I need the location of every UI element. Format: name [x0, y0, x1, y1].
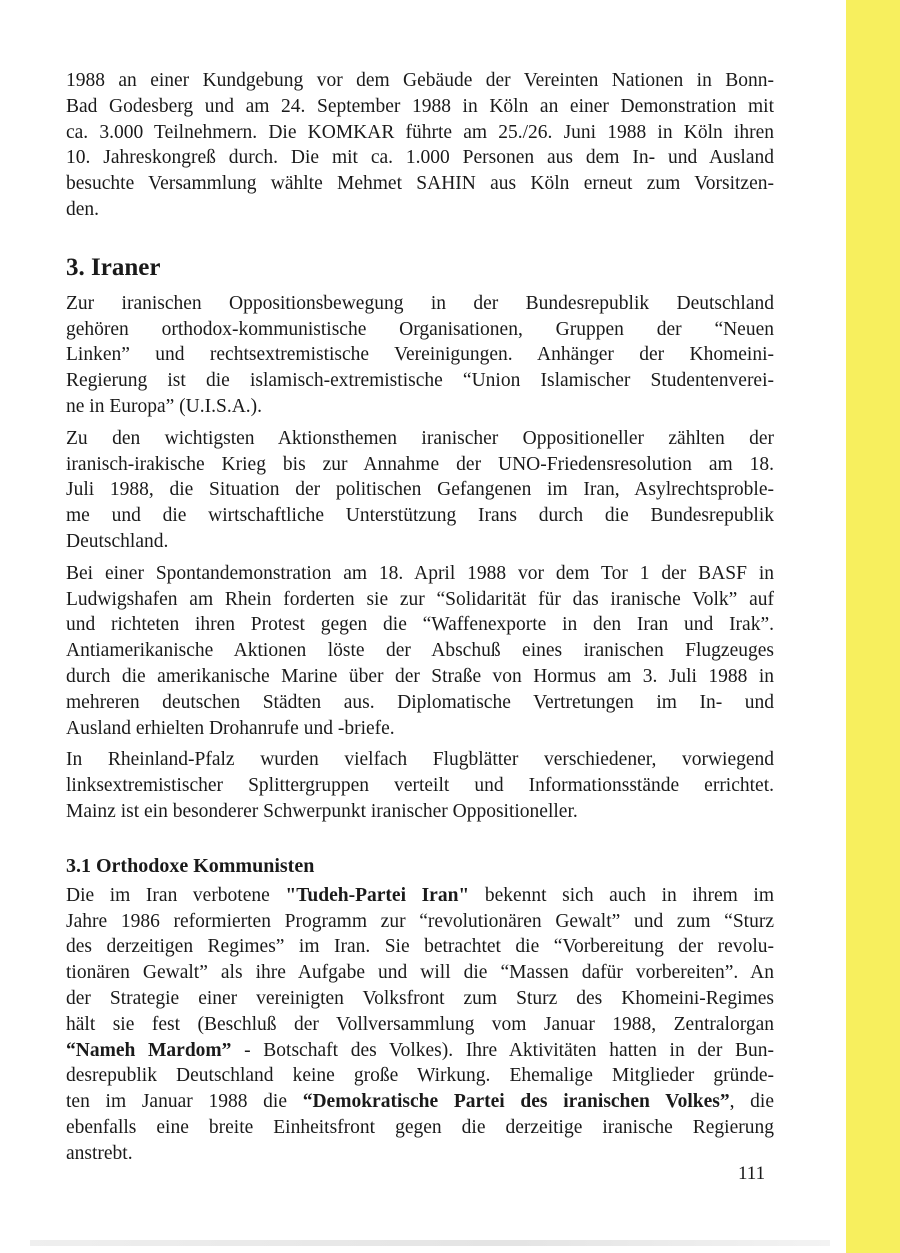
text-line: Linken” und rechtsextremistische Vereinigungen. Anhänger der Khomeini- [66, 344, 774, 366]
yellow-margin-bar [846, 0, 900, 1253]
text-line: desrepublik Deutschland keine große Wirkung. Ehemalige Mitglieder gründe- [66, 1065, 774, 1087]
intro-paragraph [66, 68, 774, 223]
page-number: 111 [738, 1163, 766, 1184]
text-line: der Strategie einer vereinigten Volksfront zum Sturz des Khomeini-Regimes [66, 987, 774, 1009]
text-line: und richteten ihren Protest gegen die “Waffenexporte in den Iran und Irak”. [66, 614, 774, 636]
text-line: Ludwigshafen am Rhein forderten sie zur “Solidarität für das iranische Volk” auf [66, 588, 774, 610]
subsection-paragraph [66, 883, 774, 1167]
text-line: Deutschland. [66, 530, 169, 552]
section-paragraph-4 [66, 747, 774, 824]
text-line: Zur iranischen Oppositionsbewegung in der Bundesrepublik Deutschland [66, 292, 774, 314]
intro-line: den. [66, 198, 100, 220]
text-line: hält sie fest (Beschluß der Vollversammlung vom Januar 1988, Zentralorgan [66, 1013, 774, 1035]
section-paragraph-3 [66, 561, 774, 742]
text-line: tionären Gewalt” als ihre Aufgabe und will die “Massen dafür vorbereiten”. An [66, 962, 774, 984]
text-line: ne in Europa” (U.I.S.A.). [66, 395, 263, 417]
intro-line: ca. 3.000 Teilnehmern. Die KOMKAR führte am 25./26. Juni 1988 in Köln ihren [66, 121, 774, 143]
text-fragment: bekennt sich auch in ihrem im [469, 884, 775, 906]
scan-shadow [30, 1240, 830, 1246]
party-name-tudeh: "Tudeh-Partei Iran" [285, 884, 470, 906]
text-line: Zu den wichtigsten Aktionsthemen iranischer Oppositioneller zählten der [66, 427, 774, 449]
text-line: Mainz ist ein besonderer Schwerpunkt iranischer Oppositioneller. [66, 800, 578, 822]
text-line [66, 1089, 774, 1115]
intro-line: Bad Godesberg und am 24. September 1988 in Köln an einer Demonstration mit [66, 95, 774, 117]
organ-name-nameh-mardom: “Nameh Mardom” [66, 1039, 232, 1061]
text-fragment: ten im Januar 1988 die [66, 1091, 303, 1113]
text-line: gehören orthodox-kommunistische Organisationen, Gruppen der “Neuen [66, 318, 774, 340]
intro-line: 10. Jahreskongreß durch. Die mit ca. 1.000 Personen aus dem In- und Ausland [66, 147, 774, 169]
text-line: Regierung ist die islamisch-extremistische “Union Islamischer Studentenverei- [66, 370, 774, 392]
text-line: ebenfalls eine breite Einheitsfront gegen die derzeitige iranische Regierung [66, 1116, 774, 1138]
text-line [66, 1038, 774, 1064]
text-fragment: Die im Iran verbotene [66, 884, 286, 906]
text-line: anstrebt. [66, 1142, 133, 1164]
page-body [66, 68, 774, 1166]
text-line: me und die wirtschaftliche Unterstützung Irans durch die Bundesrepublik [66, 505, 774, 527]
text-line: linksextremistischer Splittergruppen verteilt und Informationsstände errichtet. [66, 775, 774, 797]
section-paragraph-1 [66, 291, 774, 420]
subsection-heading: 3.1 Orthodoxe Kommunisten [66, 854, 315, 877]
text-line: durch die amerikanische Marine über der Straße von Hormus am 3. Juli 1988 in [66, 665, 774, 687]
text-line: Ausland erhielten Drohanrufe und -briefe. [66, 717, 395, 739]
intro-line: 1988 an einer Kundgebung vor dem Gebäude der Vereinten Nationen in Bonn- [66, 70, 774, 91]
text-line: Antiamerikanische Aktionen löste der Abschuß eines iranischen Flugzeuges [66, 640, 774, 662]
section-heading: 3. Iraner [66, 253, 161, 281]
text-fragment: , die [729, 1091, 774, 1113]
text-line [66, 883, 774, 909]
text-line: Bei einer Spontandemonstration am 18. April 1988 vor dem Tor 1 der BASF in [66, 562, 774, 584]
text-line: In Rheinland-Pfalz wurden vielfach Flugblätter verschiedener, vorwiegend [66, 749, 774, 771]
section-paragraph-2 [66, 426, 774, 555]
text-line: mehreren deutschen Städten aus. Diplomatische Vertretungen im In- und [66, 691, 774, 713]
text-line: iranisch-irakische Krieg bis zur Annahme der UNO-Friedensresolution am 18. [66, 453, 774, 475]
intro-line: besuchte Versammlung wählte Mehmet SAHIN aus Köln erneut zum Vorsitzen- [66, 173, 774, 195]
party-name-demokratische: “Demokratische Partei des iranischen Volkes” [302, 1091, 730, 1113]
text-line: Jahre 1986 reformierten Programm zur “revolutionären Gewalt” und zum “Sturz [66, 910, 774, 932]
text-line: Juli 1988, die Situation der politischen Gefangenen im Iran, Asylrechtsproble- [66, 479, 774, 501]
text-line: des derzeitigen Regimes” im Iran. Sie betrachtet die “Vorbereitung der revolu- [66, 936, 774, 958]
text-fragment: - Botschaft des Volkes). Ihre Aktivitäten hatten in der Bun- [231, 1039, 774, 1061]
